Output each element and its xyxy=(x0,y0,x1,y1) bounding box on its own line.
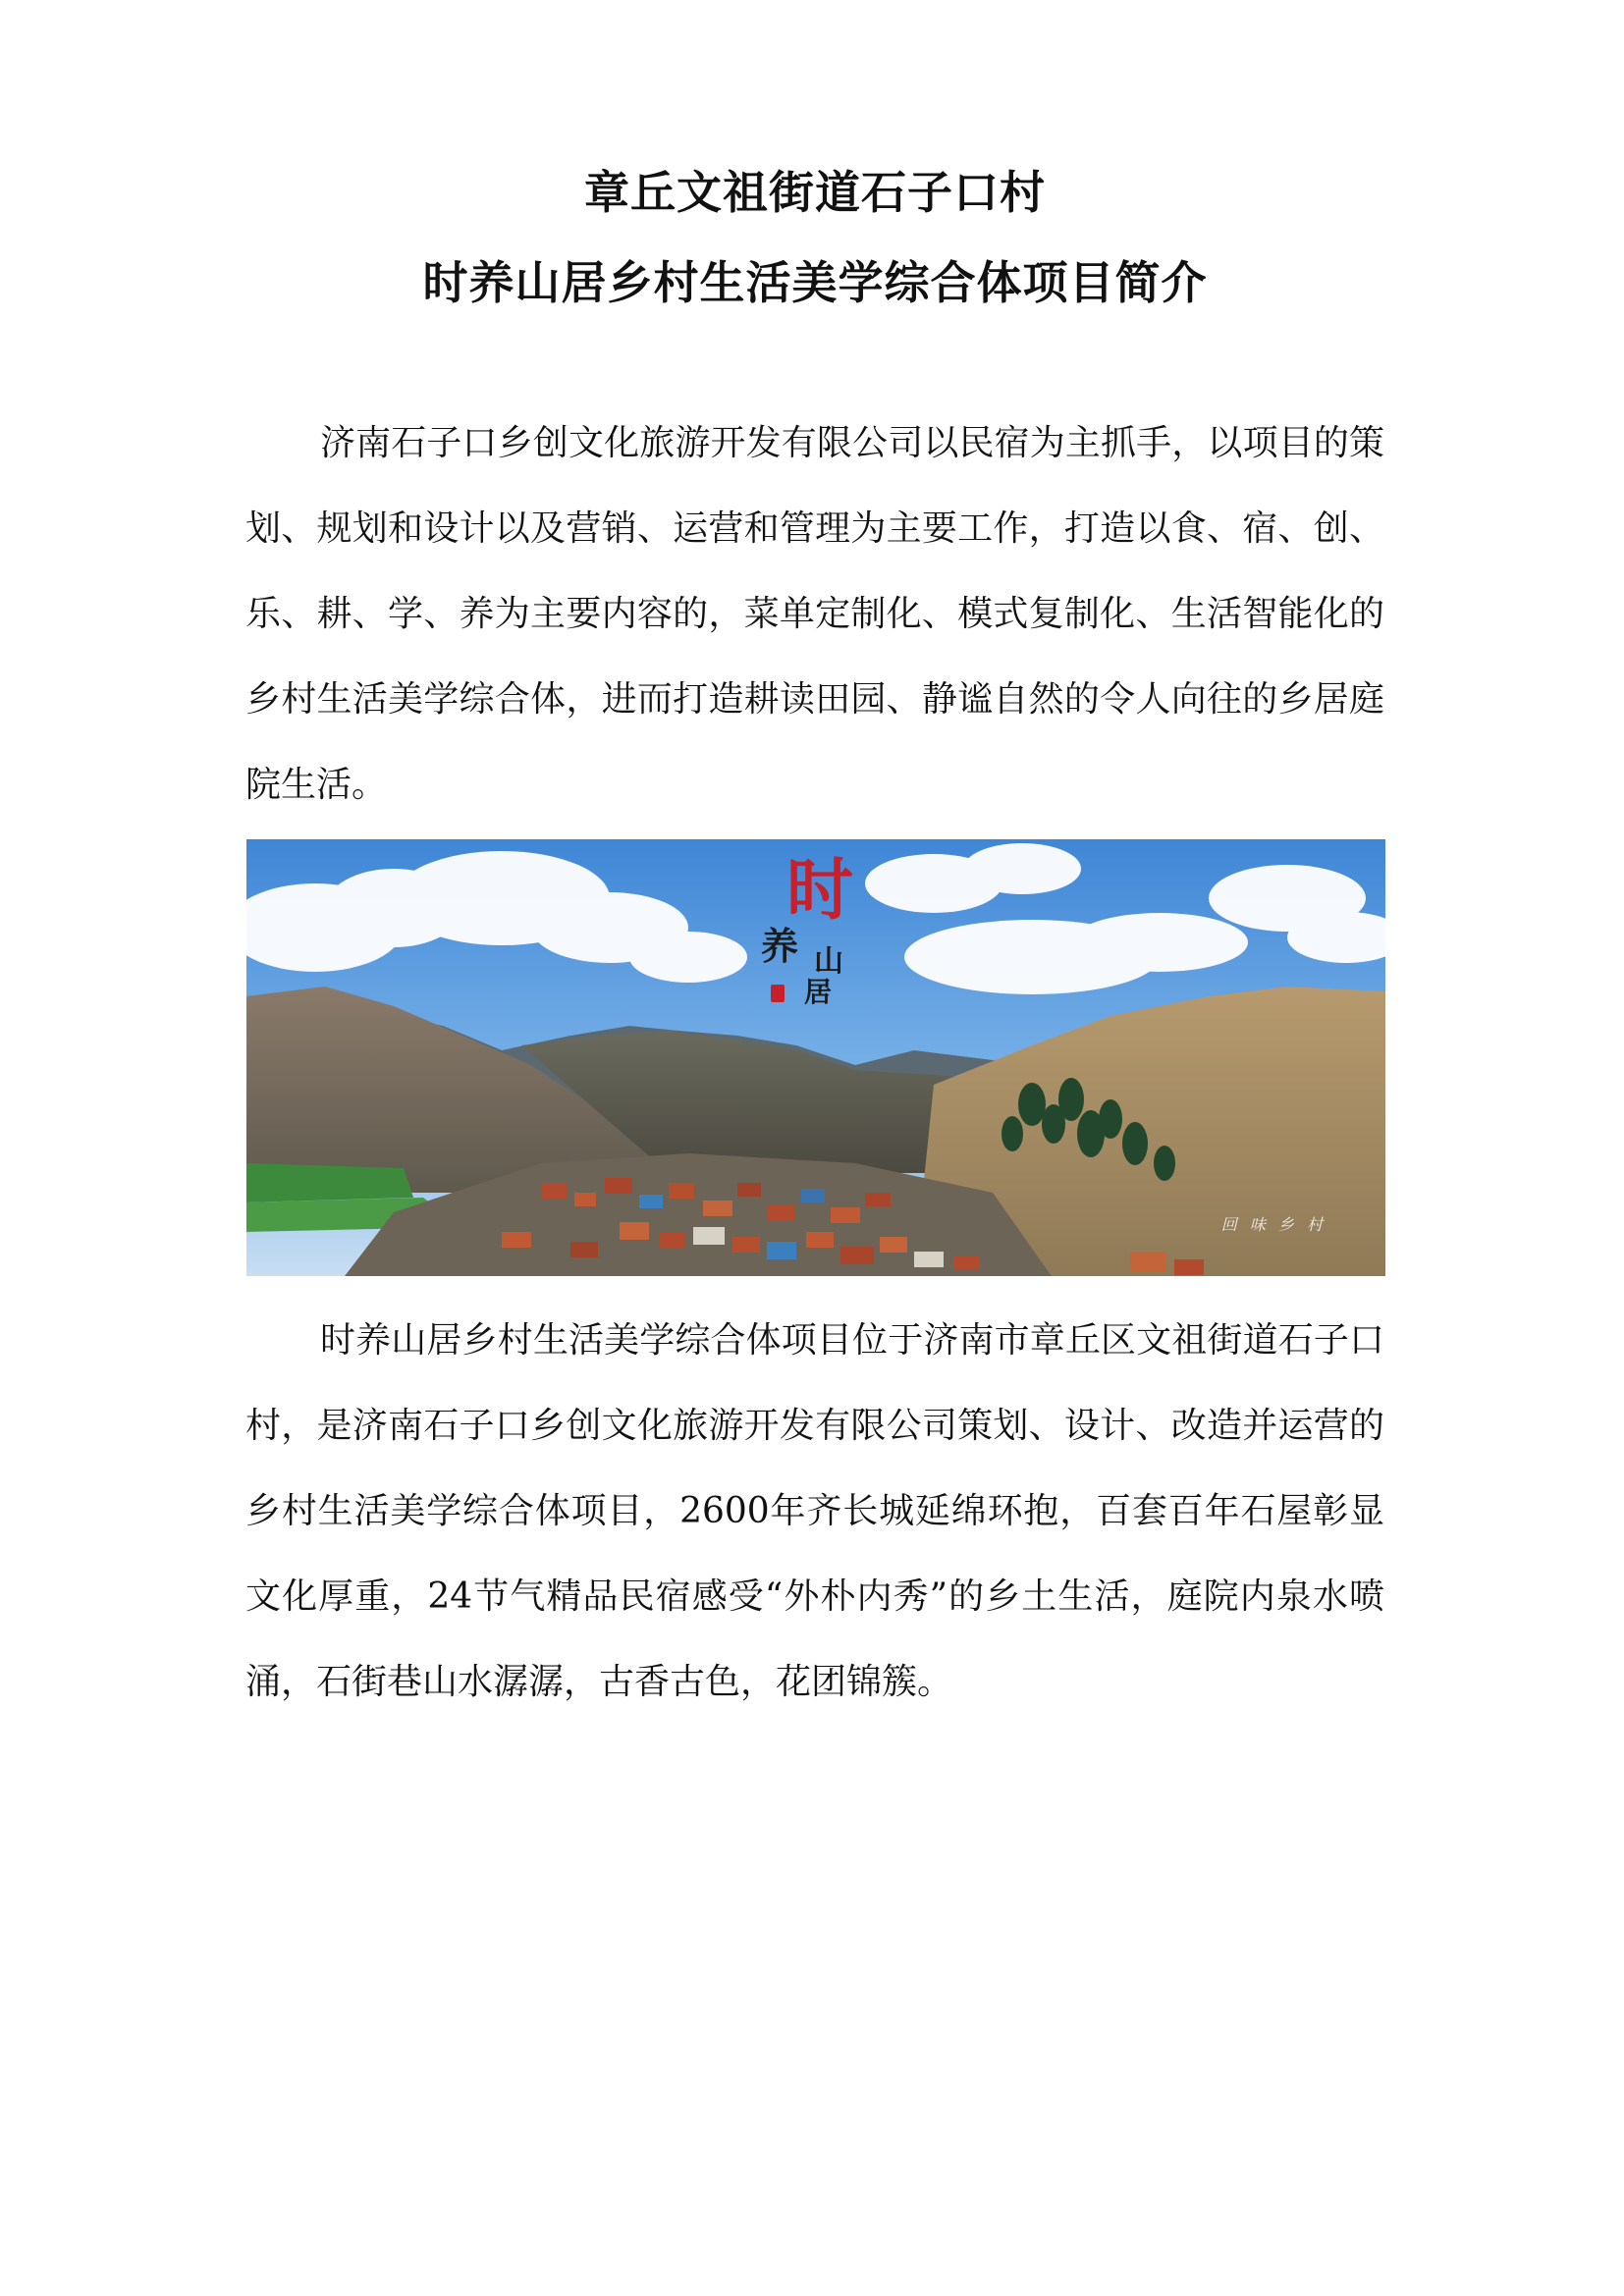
village-landscape-photo xyxy=(246,839,1385,1276)
logo-char-yang: 养 xyxy=(761,924,799,968)
logo-red-seal xyxy=(771,985,785,1002)
paragraph-project-location: 时养山居乡村生活美学综合体项目位于济南市章丘区文祖街道石子口村，是济南石子口乡创文化旅游开发有限公司策划、设计、改造并运营的乡村生活美学综合体项目，2600年齐长城延绵环抱，百套百年石屋彰显文化厚重，24节气精品民宿感受“外朴内秀”的乡土生活，庭院内泉水喷涌，石街巷山水潺潺，古香古色，花团锦簇。 xyxy=(245,1320,1384,1702)
title-line-1: 章丘文祖街道石子口村 xyxy=(584,166,1046,219)
photo-signature: 回 味 乡 村 xyxy=(1220,1215,1326,1234)
logo-char-ju: 居 xyxy=(804,976,833,1008)
paragraph-intro: 济南石子口乡创文化旅游开发有限公司以民宿为主抓手，以项目的策划、规划和设计以及营销、运营和管理为主要工作，打造以食、宿、创、乐、耕、学、养为主要内容的，菜单定制化、模式复制化、生活智能化的乡村生活美学综合体，进而打造耕读田园、静谧自然的令人向往的乡居庭院生活。 xyxy=(245,423,1384,805)
shiyang-shanju-logo xyxy=(757,851,894,1014)
logo-char-shi: 时 xyxy=(786,851,854,930)
title-line-2: 时养山居乡村生活美学综合体项目简介 xyxy=(422,256,1208,309)
logo-char-shan: 山 xyxy=(814,944,843,979)
document-title xyxy=(245,147,1384,328)
